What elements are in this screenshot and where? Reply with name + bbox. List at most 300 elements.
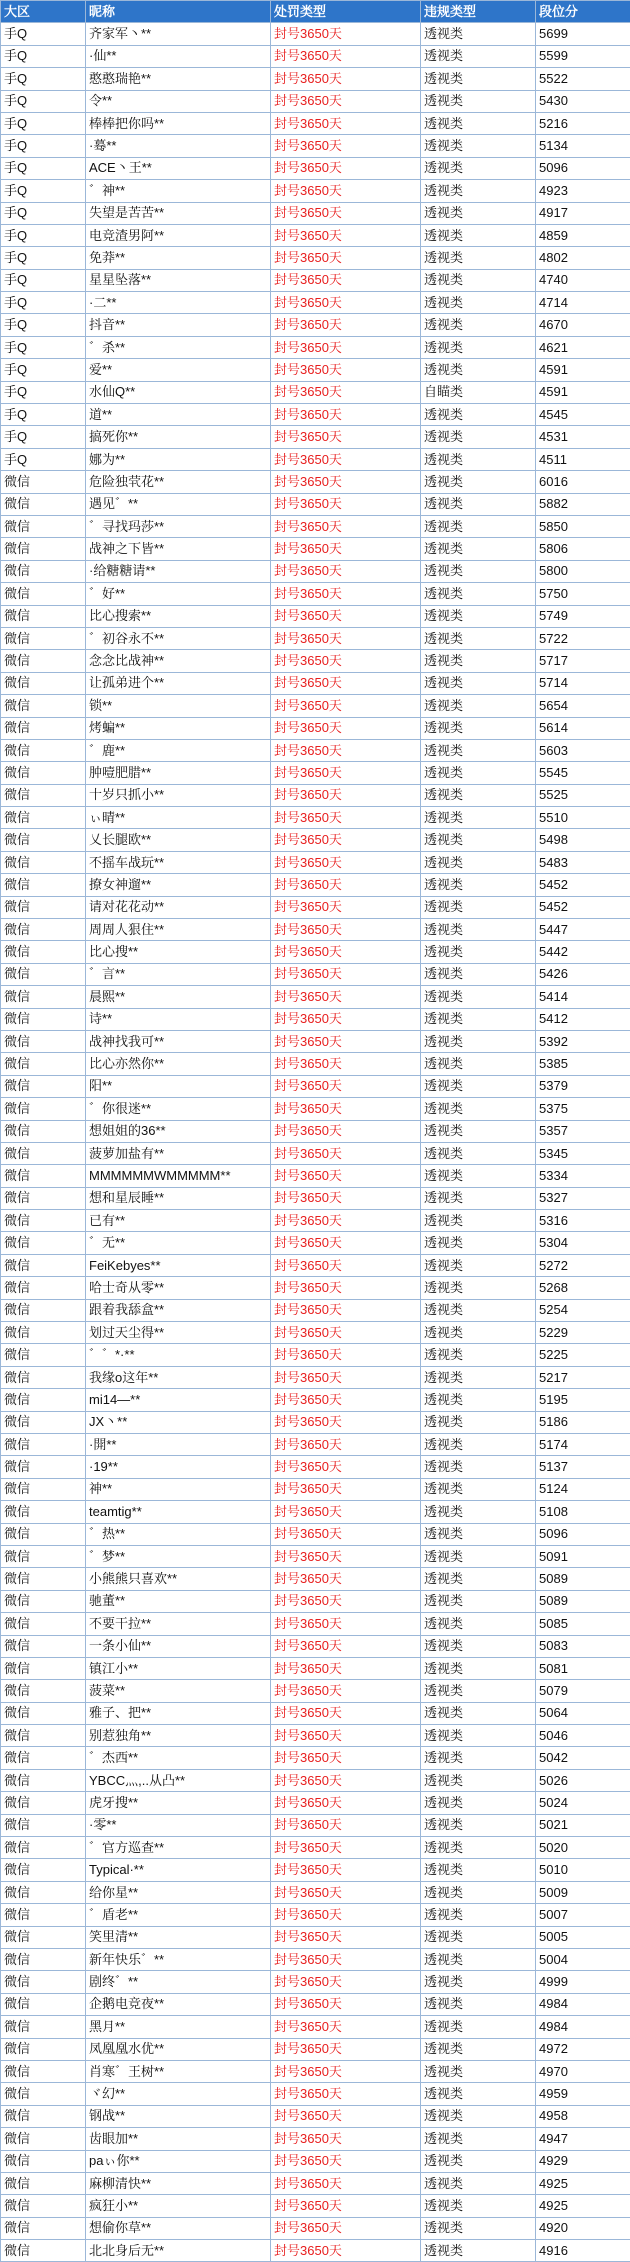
penalty-cell: 封号3650天: [271, 1971, 421, 1993]
violation-cell: 透视类: [421, 1814, 536, 1836]
penalty-cell: 封号3650天: [271, 1725, 421, 1747]
table-row: [1, 672, 630, 694]
table-row: [1, 851, 630, 873]
penalty-cell: 封号3650天: [271, 2105, 421, 2127]
penalty-cell: 封号3650天: [271, 1254, 421, 1276]
penalty-cell: 封号3650天: [271, 1904, 421, 1926]
penalty-cell: 封号3650天: [271, 717, 421, 739]
nickname-cell: ゛初谷永不**: [86, 627, 271, 649]
table-row: [1, 627, 630, 649]
table-row: [1, 1993, 630, 2015]
nickname-cell: paぃ你**: [86, 2150, 271, 2172]
rank-score-cell: 5096: [536, 1523, 630, 1545]
rank-score-cell: 5268: [536, 1277, 630, 1299]
rank-score-cell: 4591: [536, 359, 630, 381]
table-row: [1, 2038, 630, 2060]
region-cell: 微信: [1, 1613, 86, 1635]
violation-cell: 透视类: [421, 963, 536, 985]
rank-score-cell: 4929: [536, 2150, 630, 2172]
nickname-cell: ·给糖糖请**: [86, 560, 271, 582]
violation-cell: 透视类: [421, 292, 536, 314]
violation-cell: 透视类: [421, 2083, 536, 2105]
violation-cell: 透视类: [421, 2195, 536, 2217]
region-cell: 微信: [1, 829, 86, 851]
penalty-cell: 封号3650天: [271, 1411, 421, 1433]
region-cell: 微信: [1, 1053, 86, 1075]
violation-cell: 透视类: [421, 448, 536, 470]
rank-score-cell: 5750: [536, 583, 630, 605]
region-cell: 微信: [1, 807, 86, 829]
rank-score-cell: 5124: [536, 1478, 630, 1500]
violation-cell: 透视类: [421, 807, 536, 829]
violation-cell: 透视类: [421, 1411, 536, 1433]
region-cell: 微信: [1, 493, 86, 515]
violation-cell: 透视类: [421, 1299, 536, 1321]
violation-cell: 透视类: [421, 650, 536, 672]
violation-cell: 透视类: [421, 1210, 536, 1232]
rank-score-cell: 4925: [536, 2195, 630, 2217]
penalty-cell: 封号3650天: [271, 314, 421, 336]
region-cell: 手Q: [1, 90, 86, 112]
rank-score-cell: 5064: [536, 1702, 630, 1724]
rank-score-cell: 5850: [536, 515, 630, 537]
penalty-cell: 封号3650天: [271, 605, 421, 627]
table-row: [1, 807, 630, 829]
region-cell: 微信: [1, 1277, 86, 1299]
nickname-cell: 比心搜**: [86, 941, 271, 963]
region-cell: 微信: [1, 2016, 86, 2038]
rank-score-cell: 5452: [536, 896, 630, 918]
rank-score-cell: 5345: [536, 1142, 630, 1164]
penalty-cell: 封号3650天: [271, 1948, 421, 1970]
nickname-cell: 跟着我舔盒**: [86, 1299, 271, 1321]
violation-cell: 透视类: [421, 1725, 536, 1747]
nickname-cell: 想偷你草**: [86, 2217, 271, 2239]
nickname-cell: ゛杀**: [86, 336, 271, 358]
nickname-cell: 新年快乐゛**: [86, 1948, 271, 1970]
violation-cell: 透视类: [421, 1590, 536, 1612]
table-row: [1, 269, 630, 291]
region-cell: 微信: [1, 1881, 86, 1903]
table-row: [1, 739, 630, 761]
nickname-cell: ·19**: [86, 1456, 271, 1478]
penalty-cell: 封号3650天: [271, 1635, 421, 1657]
nickname-cell: ゛神**: [86, 180, 271, 202]
table-row: [1, 1814, 630, 1836]
region-cell: 微信: [1, 2038, 86, 2060]
table-row: [1, 1568, 630, 1590]
violation-cell: 透视类: [421, 1657, 536, 1679]
table-row: [1, 224, 630, 246]
penalty-cell: 封号3650天: [271, 112, 421, 134]
rank-score-cell: 5414: [536, 986, 630, 1008]
table-row: [1, 1434, 630, 1456]
nickname-cell: 爱**: [86, 359, 271, 381]
violation-cell: 透视类: [421, 672, 536, 694]
nickname-cell: 让孤弟进个**: [86, 672, 271, 694]
region-cell: 微信: [1, 1747, 86, 1769]
table-row: [1, 1948, 630, 1970]
rank-score-cell: 5522: [536, 68, 630, 90]
region-cell: 微信: [1, 1210, 86, 1232]
nickname-cell: ゛无**: [86, 1232, 271, 1254]
rank-score-cell: 5426: [536, 963, 630, 985]
rank-score-cell: 5174: [536, 1434, 630, 1456]
rank-score-cell: 5081: [536, 1657, 630, 1679]
region-cell: 手Q: [1, 112, 86, 134]
table-row: [1, 336, 630, 358]
region-cell: 微信: [1, 672, 86, 694]
header-penalty: 处罚类型: [271, 1, 421, 23]
penalty-cell: 封号3650天: [271, 560, 421, 582]
nickname-cell: 小熊熊只喜欢**: [86, 1568, 271, 1590]
table-row: [1, 1322, 630, 1344]
nickname-cell: 道**: [86, 404, 271, 426]
region-cell: 微信: [1, 2217, 86, 2239]
nickname-cell: 肿噎肥腊**: [86, 762, 271, 784]
violation-cell: 透视类: [421, 314, 536, 336]
violation-cell: 透视类: [421, 1635, 536, 1657]
region-cell: 微信: [1, 717, 86, 739]
table-row: [1, 112, 630, 134]
region-cell: 微信: [1, 986, 86, 1008]
table-row: [1, 180, 630, 202]
penalty-cell: 封号3650天: [271, 1769, 421, 1791]
table-row: [1, 986, 630, 1008]
rank-score-cell: 5412: [536, 1008, 630, 1030]
table-row: [1, 1523, 630, 1545]
nickname-cell: 水仙Q**: [86, 381, 271, 403]
penalty-cell: 封号3650天: [271, 1165, 421, 1187]
nickname-cell: 免莽**: [86, 247, 271, 269]
penalty-cell: 封号3650天: [271, 739, 421, 761]
rank-score-cell: 5722: [536, 627, 630, 649]
violation-cell: 透视类: [421, 90, 536, 112]
region-cell: 微信: [1, 2105, 86, 2127]
nickname-cell: ·開**: [86, 1434, 271, 1456]
rank-score-cell: 4531: [536, 426, 630, 448]
penalty-cell: 封号3650天: [271, 1478, 421, 1500]
region-cell: 微信: [1, 919, 86, 941]
table-row: [1, 202, 630, 224]
nickname-cell: 麻柳清快**: [86, 2172, 271, 2194]
table-row: [1, 695, 630, 717]
region-cell: 微信: [1, 1165, 86, 1187]
nickname-cell: ヾ幻**: [86, 2083, 271, 2105]
rank-score-cell: 5020: [536, 1837, 630, 1859]
region-cell: 微信: [1, 1187, 86, 1209]
table-row: [1, 1635, 630, 1657]
violation-cell: 透视类: [421, 1904, 536, 1926]
nickname-cell: 令**: [86, 90, 271, 112]
violation-cell: 透视类: [421, 157, 536, 179]
table-row: [1, 829, 630, 851]
nickname-cell: 诗**: [86, 1008, 271, 1030]
rank-score-cell: 5800: [536, 560, 630, 582]
penalty-cell: 封号3650天: [271, 2195, 421, 2217]
rank-score-cell: 5005: [536, 1926, 630, 1948]
penalty-cell: 封号3650天: [271, 986, 421, 1008]
region-cell: 微信: [1, 2060, 86, 2082]
table-row: [1, 2105, 630, 2127]
table-row: [1, 560, 630, 582]
nickname-cell: 晨熙**: [86, 986, 271, 1008]
rank-score-cell: 4970: [536, 2060, 630, 2082]
header-violation: 违规类型: [421, 1, 536, 23]
rank-score-cell: 5007: [536, 1904, 630, 1926]
penalty-cell: 封号3650天: [271, 896, 421, 918]
penalty-cell: 封号3650天: [271, 1859, 421, 1881]
rank-score-cell: 5304: [536, 1232, 630, 1254]
rank-score-cell: 5021: [536, 1814, 630, 1836]
penalty-cell: 封号3650天: [271, 157, 421, 179]
table-row: [1, 1725, 630, 1747]
nickname-cell: 不要干拉**: [86, 1613, 271, 1635]
rank-score-cell: 4670: [536, 314, 630, 336]
penalty-cell: 封号3650天: [271, 1053, 421, 1075]
rank-score-cell: 5009: [536, 1881, 630, 1903]
violation-cell: 透视类: [421, 627, 536, 649]
nickname-cell: ゛杰西**: [86, 1747, 271, 1769]
table-row: [1, 963, 630, 985]
table-row: [1, 1769, 630, 1791]
penalty-cell: 封号3650天: [271, 1366, 421, 1388]
region-cell: 手Q: [1, 359, 86, 381]
violation-cell: 透视类: [421, 112, 536, 134]
nickname-cell: 念念比战神**: [86, 650, 271, 672]
penalty-cell: 封号3650天: [271, 1814, 421, 1836]
rank-score-cell: 5046: [536, 1725, 630, 1747]
table-row: [1, 538, 630, 560]
penalty-cell: 封号3650天: [271, 1277, 421, 1299]
table-row: [1, 2195, 630, 2217]
table-row: [1, 1971, 630, 1993]
region-cell: 微信: [1, 1254, 86, 1276]
table-body: [1, 23, 630, 2262]
rank-score-cell: 5137: [536, 1456, 630, 1478]
region-cell: 微信: [1, 1971, 86, 1993]
penalty-cell: 封号3650天: [271, 1792, 421, 1814]
region-cell: 手Q: [1, 180, 86, 202]
region-cell: 微信: [1, 2150, 86, 2172]
table-row: [1, 650, 630, 672]
region-cell: 微信: [1, 1635, 86, 1657]
violation-cell: 透视类: [421, 1098, 536, 1120]
rank-score-cell: 4859: [536, 224, 630, 246]
table-row: [1, 45, 630, 67]
nickname-cell: ·仙**: [86, 45, 271, 67]
penalty-cell: 封号3650天: [271, 1008, 421, 1030]
region-cell: 手Q: [1, 224, 86, 246]
penalty-cell: 封号3650天: [271, 1545, 421, 1567]
rank-score-cell: 5096: [536, 157, 630, 179]
region-cell: 微信: [1, 1725, 86, 1747]
nickname-cell: 齐家军丶**: [86, 23, 271, 45]
violation-cell: 透视类: [421, 2105, 536, 2127]
penalty-cell: 封号3650天: [271, 1299, 421, 1321]
region-cell: 微信: [1, 1411, 86, 1433]
rank-score-cell: 4958: [536, 2105, 630, 2127]
violation-cell: 透视类: [421, 1702, 536, 1724]
violation-cell: 透视类: [421, 247, 536, 269]
violation-cell: 透视类: [421, 2128, 536, 2150]
table-row: [1, 1456, 630, 1478]
violation-cell: 透视类: [421, 829, 536, 851]
nickname-cell: ゛梦**: [86, 1545, 271, 1567]
penalty-cell: 封号3650天: [271, 381, 421, 403]
table-row: [1, 247, 630, 269]
violation-cell: 透视类: [421, 426, 536, 448]
region-cell: 微信: [1, 1098, 86, 1120]
penalty-cell: 封号3650天: [271, 851, 421, 873]
nickname-cell: 遇见゛**: [86, 493, 271, 515]
table-row: [1, 941, 630, 963]
region-cell: 微信: [1, 1792, 86, 1814]
rank-score-cell: 4591: [536, 381, 630, 403]
nickname-cell: 虎牙搜**: [86, 1792, 271, 1814]
region-cell: 微信: [1, 1523, 86, 1545]
table-row: [1, 90, 630, 112]
penalty-cell: 封号3650天: [271, 471, 421, 493]
region-cell: 微信: [1, 1456, 86, 1478]
violation-cell: 透视类: [421, 739, 536, 761]
nickname-cell: 企鹅电竞夜**: [86, 1993, 271, 2015]
rank-score-cell: 5026: [536, 1769, 630, 1791]
table-row: [1, 919, 630, 941]
violation-cell: 透视类: [421, 941, 536, 963]
violation-cell: 透视类: [421, 717, 536, 739]
violation-cell: 透视类: [421, 336, 536, 358]
nickname-cell: 剧终゛**: [86, 1971, 271, 1993]
region-cell: 微信: [1, 963, 86, 985]
table-row: [1, 1904, 630, 1926]
table-row: [1, 762, 630, 784]
violation-cell: 透视类: [421, 493, 536, 515]
violation-cell: 透视类: [421, 1926, 536, 1948]
nickname-cell: 战神之下皆**: [86, 538, 271, 560]
nickname-cell: 请对花花动**: [86, 896, 271, 918]
region-cell: 微信: [1, 1657, 86, 1679]
table-row: [1, 896, 630, 918]
region-cell: 微信: [1, 1545, 86, 1567]
violation-cell: 透视类: [421, 2060, 536, 2082]
region-cell: 微信: [1, 695, 86, 717]
violation-cell: 透视类: [421, 1881, 536, 1903]
region-cell: 微信: [1, 1993, 86, 2015]
table-row: [1, 1187, 630, 1209]
rank-score-cell: 4916: [536, 2240, 630, 2262]
region-cell: 微信: [1, 1702, 86, 1724]
nickname-cell: 憨憨瑞艳**: [86, 68, 271, 90]
region-cell: 手Q: [1, 336, 86, 358]
region-cell: 微信: [1, 1322, 86, 1344]
violation-cell: 透视类: [421, 1971, 536, 1993]
nickname-cell: 哈士奇从零**: [86, 1277, 271, 1299]
rank-score-cell: 4802: [536, 247, 630, 269]
table-row: [1, 2150, 630, 2172]
violation-cell: 透视类: [421, 180, 536, 202]
nickname-cell: 战神找我可**: [86, 1030, 271, 1052]
table-row: [1, 1098, 630, 1120]
nickname-cell: 神**: [86, 1478, 271, 1500]
rank-score-cell: 4511: [536, 448, 630, 470]
table-row: [1, 1030, 630, 1052]
penalty-cell: 封号3650天: [271, 493, 421, 515]
violation-cell: 透视类: [421, 2016, 536, 2038]
table-row: [1, 874, 630, 896]
violation-cell: 透视类: [421, 224, 536, 246]
table-row: [1, 1210, 630, 1232]
rank-score-cell: 5083: [536, 1635, 630, 1657]
rank-score-cell: 5195: [536, 1389, 630, 1411]
region-cell: 微信: [1, 851, 86, 873]
region-cell: 微信: [1, 1590, 86, 1612]
region-cell: 微信: [1, 605, 86, 627]
violation-cell: 透视类: [421, 2172, 536, 2194]
penalty-cell: 封号3650天: [271, 269, 421, 291]
penalty-cell: 封号3650天: [271, 1747, 421, 1769]
rank-score-cell: 5079: [536, 1680, 630, 1702]
violation-cell: 透视类: [421, 23, 536, 45]
nickname-cell: MMMMMMWMMMMM**: [86, 1165, 271, 1187]
table-row: [1, 471, 630, 493]
penalty-cell: 封号3650天: [271, 650, 421, 672]
nickname-cell: 黑月**: [86, 2016, 271, 2038]
rank-score-cell: 4959: [536, 2083, 630, 2105]
rank-score-cell: 5024: [536, 1792, 630, 1814]
nickname-cell: 失望是苦苦**: [86, 202, 271, 224]
rank-score-cell: 5134: [536, 135, 630, 157]
region-cell: 微信: [1, 1120, 86, 1142]
nickname-cell: 划过天尘得**: [86, 1322, 271, 1344]
violation-cell: 透视类: [421, 762, 536, 784]
nickname-cell: 锁**: [86, 695, 271, 717]
violation-cell: 透视类: [421, 784, 536, 806]
penalty-cell: 封号3650天: [271, 829, 421, 851]
violation-cell: 透视类: [421, 1501, 536, 1523]
table-row: [1, 784, 630, 806]
penalty-cell: 封号3650天: [271, 1232, 421, 1254]
nickname-cell: ゛言**: [86, 963, 271, 985]
rank-score-cell: 5385: [536, 1053, 630, 1075]
violation-cell: 透视类: [421, 202, 536, 224]
violation-cell: 透视类: [421, 538, 536, 560]
table-row: [1, 135, 630, 157]
penalty-cell: 封号3650天: [271, 1926, 421, 1948]
rank-score-cell: 4984: [536, 1993, 630, 2015]
region-cell: 微信: [1, 1501, 86, 1523]
violation-cell: 透视类: [421, 1747, 536, 1769]
region-cell: 微信: [1, 762, 86, 784]
region-cell: 手Q: [1, 269, 86, 291]
table-row: [1, 1702, 630, 1724]
region-cell: 微信: [1, 1389, 86, 1411]
region-cell: 微信: [1, 784, 86, 806]
nickname-cell: ·蓦**: [86, 135, 271, 157]
region-cell: 手Q: [1, 157, 86, 179]
table-row: [1, 2128, 630, 2150]
region-cell: 微信: [1, 2195, 86, 2217]
rank-score-cell: 5042: [536, 1747, 630, 1769]
penalty-cell: 封号3650天: [271, 1344, 421, 1366]
violation-cell: 透视类: [421, 135, 536, 157]
region-cell: 微信: [1, 1075, 86, 1097]
rank-score-cell: 5085: [536, 1613, 630, 1635]
region-cell: 微信: [1, 2172, 86, 2194]
penalty-cell: 封号3650天: [271, 1389, 421, 1411]
region-cell: 微信: [1, 1232, 86, 1254]
table-row: [1, 717, 630, 739]
